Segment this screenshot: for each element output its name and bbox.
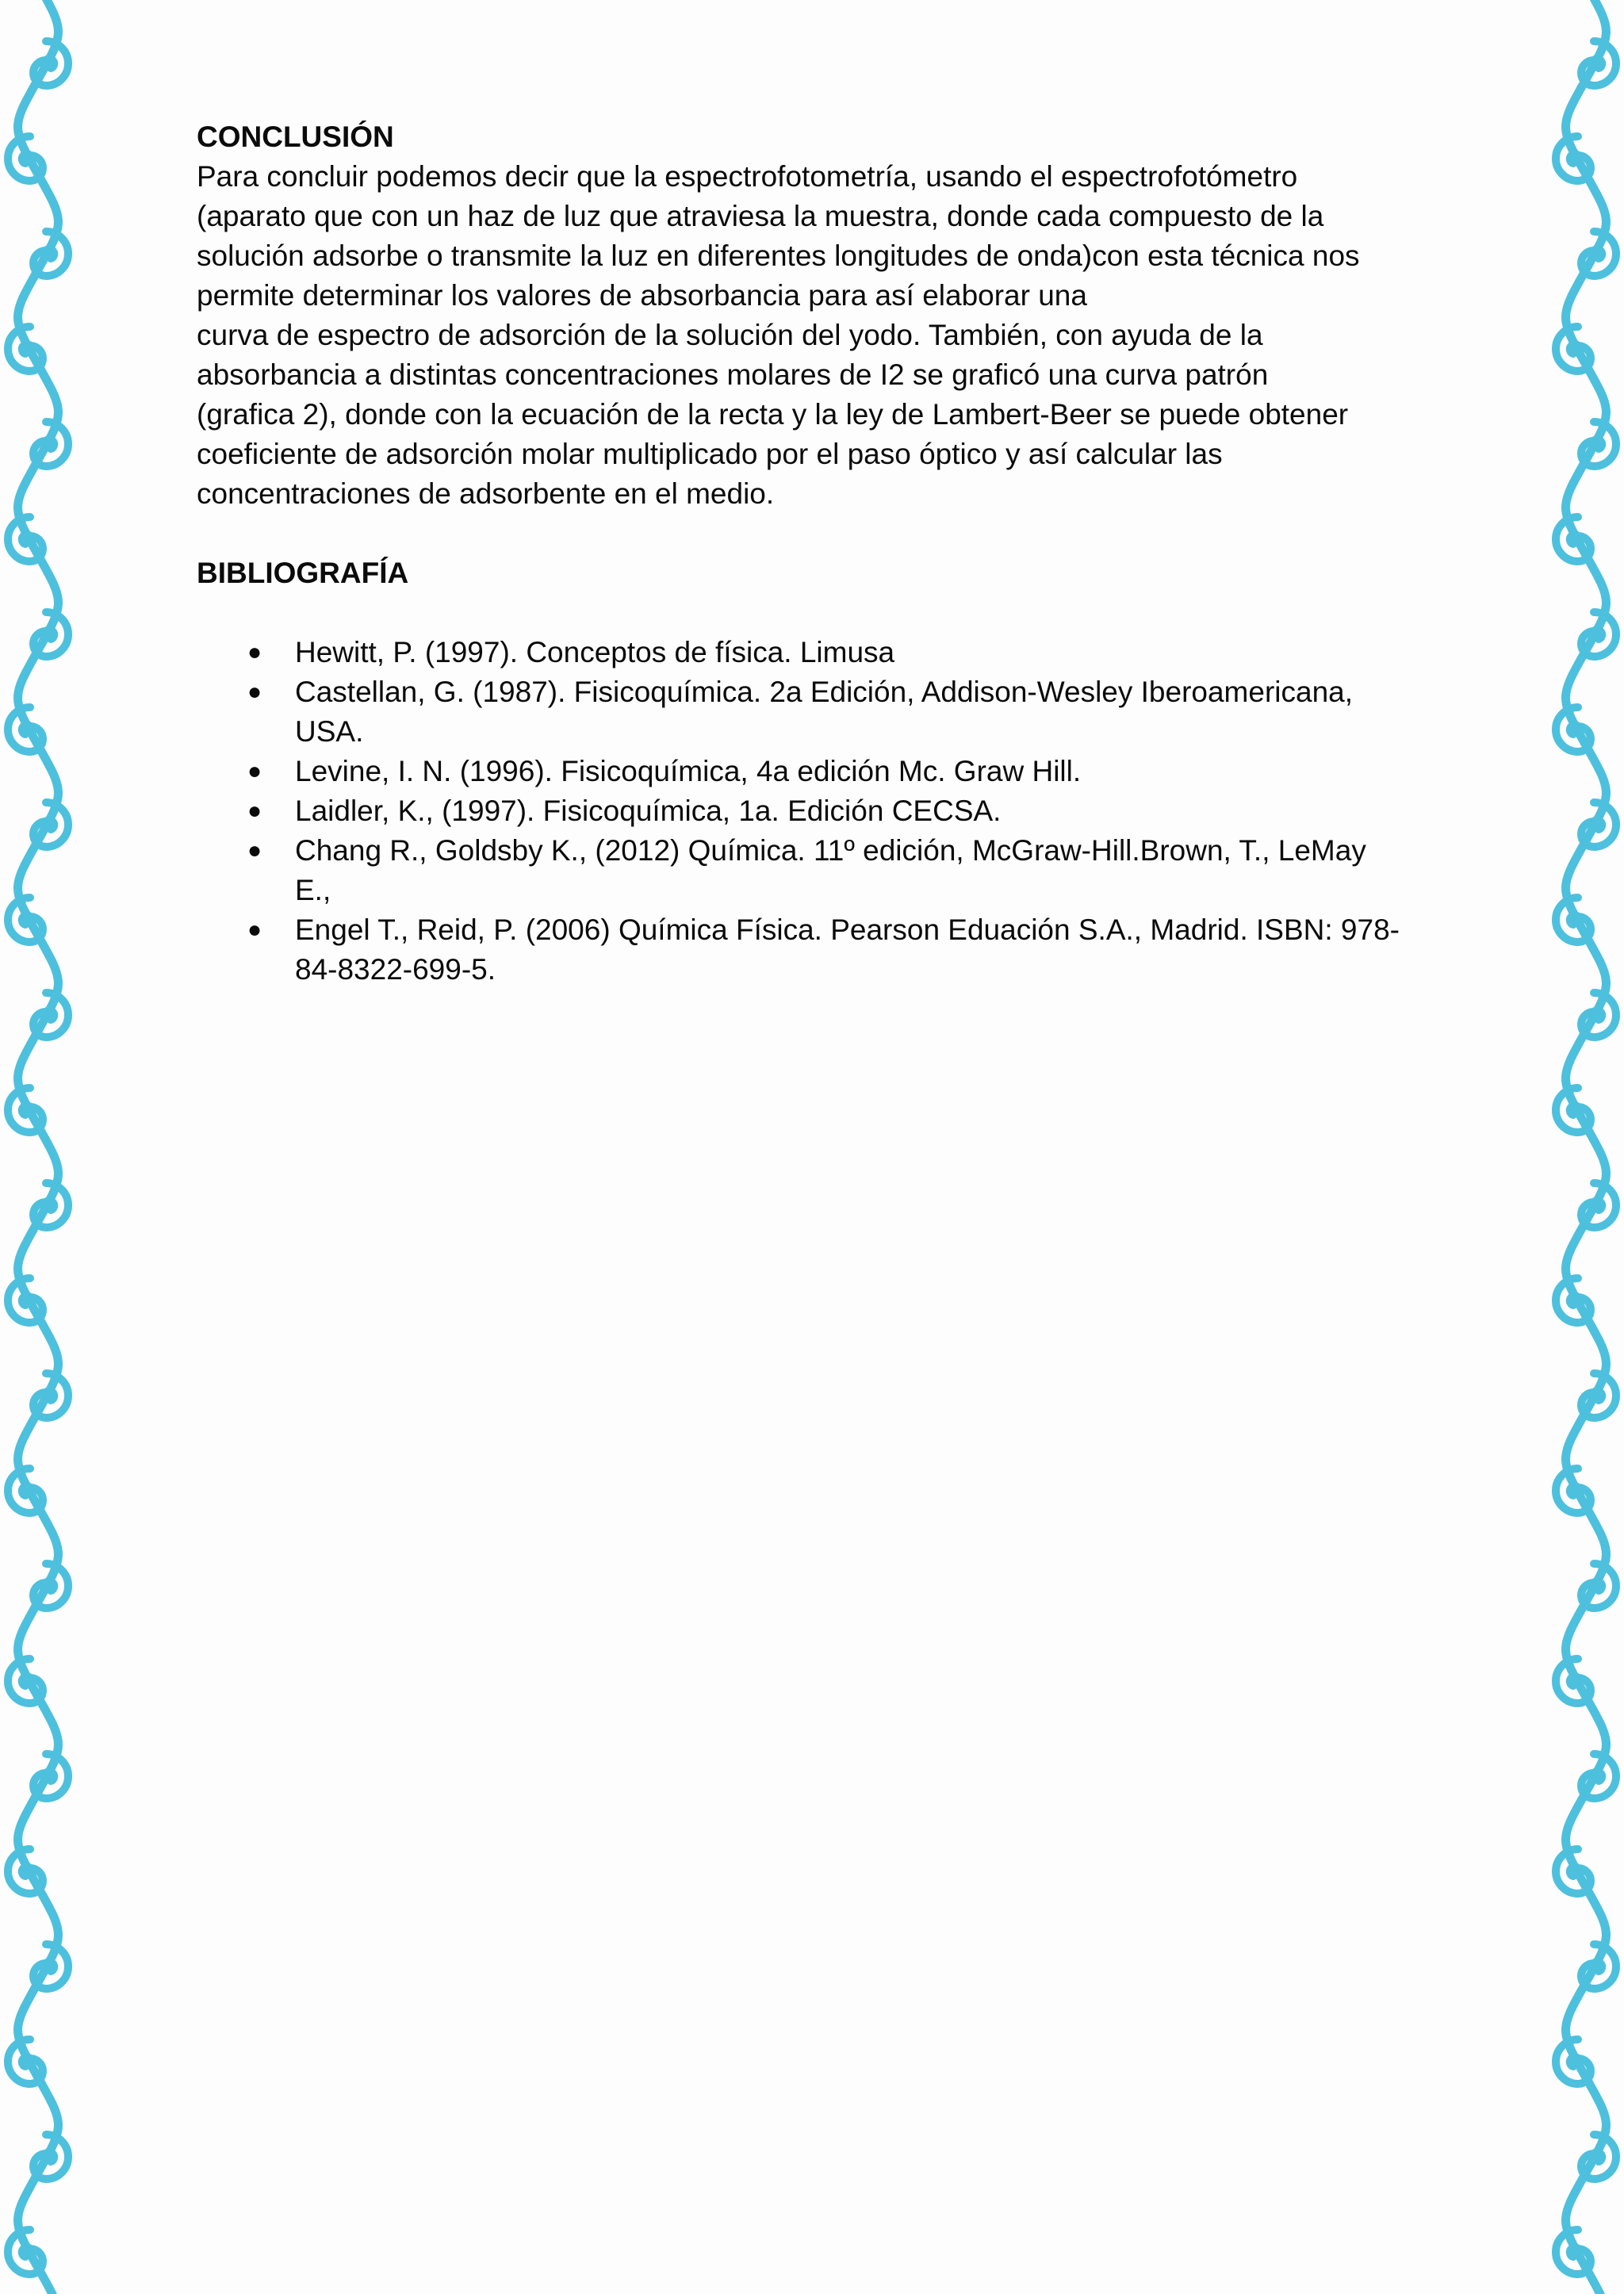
bibliography-text: Levine, I. N. (1996). Fisicoquímica, 4a edición Mc. Graw Hill. bbox=[295, 755, 1082, 787]
bullet-icon: ● bbox=[247, 639, 262, 665]
document-body bbox=[197, 117, 1402, 990]
conclusion-line: permite determinar los valores de absorbancia para así elaborar una bbox=[197, 279, 1087, 312]
bibliography-item bbox=[197, 910, 1402, 990]
bibliography-item bbox=[197, 752, 1402, 791]
bibliography-item bbox=[197, 791, 1402, 831]
conclusion-line: Para concluir podemos decir que la espectrofotometría, usando el espectrofotómetro bbox=[197, 160, 1298, 193]
bibliography-text: Laidler, K., (1997). Fisicoquímica, 1a. Edición CECSA. bbox=[295, 795, 1002, 827]
conclusion-line: absorbancia a distintas concentraciones molares de I2 se graficó una curva patrón bbox=[197, 358, 1269, 391]
left-decorative-border bbox=[0, 0, 87, 2294]
bullet-icon: ● bbox=[247, 798, 262, 824]
bibliography-text: Chang R., Goldsby K., (2012) Química. 11º edición, McGraw-Hill.Brown, T., LeMay E., bbox=[295, 834, 1366, 906]
bibliography-text: Engel T., Reid, P. (2006) Química Física. Pearson Eduación S.A., Madrid. ISBN: 978-84-8322-699-5. bbox=[295, 913, 1400, 986]
bibliography-heading: BIBLIOGRAFÍA bbox=[197, 557, 409, 589]
right-decorative-border bbox=[1537, 0, 1624, 2294]
bibliography-item bbox=[197, 633, 1402, 672]
bibliography-text: Hewitt, P. (1997). Conceptos de física. Limusa bbox=[295, 636, 895, 668]
bullet-icon: ● bbox=[247, 758, 262, 784]
bibliography-item bbox=[197, 831, 1402, 910]
bullet-icon: ● bbox=[247, 837, 262, 864]
bullet-icon: ● bbox=[247, 917, 262, 943]
conclusion-line: concentraciones de adsorbente en el medio. bbox=[197, 477, 775, 510]
bibliography-item bbox=[197, 672, 1402, 752]
bibliography-list bbox=[197, 633, 1402, 990]
conclusion-line: (grafica 2), donde con la ecuación de la recta y la ley de Lambert-Beer se puede obtener bbox=[197, 398, 1349, 431]
conclusion-paragraph bbox=[197, 157, 1402, 514]
conclusion-line: curva de espectro de adsorción de la solución del yodo. También, con ayuda de la bbox=[197, 319, 1263, 351]
conclusion-heading: CONCLUSIÓN bbox=[197, 121, 394, 153]
bullet-icon: ● bbox=[247, 679, 262, 705]
conclusion-line: coeficiente de adsorción molar multiplicado por el paso óptico y así calcular las bbox=[197, 438, 1223, 470]
bibliography-text: Castellan, G. (1987). Fisicoquímica. 2a Edición, Addison-Wesley Iberoamericana, USA. bbox=[295, 676, 1354, 748]
conclusion-line: (aparato que con un haz de luz que atraviesa la muestra, donde cada compuesto de la bbox=[197, 200, 1324, 232]
conclusion-line: solución adsorbe o transmite la luz en diferentes longitudes de onda)con esta técnica nos bbox=[197, 239, 1360, 272]
